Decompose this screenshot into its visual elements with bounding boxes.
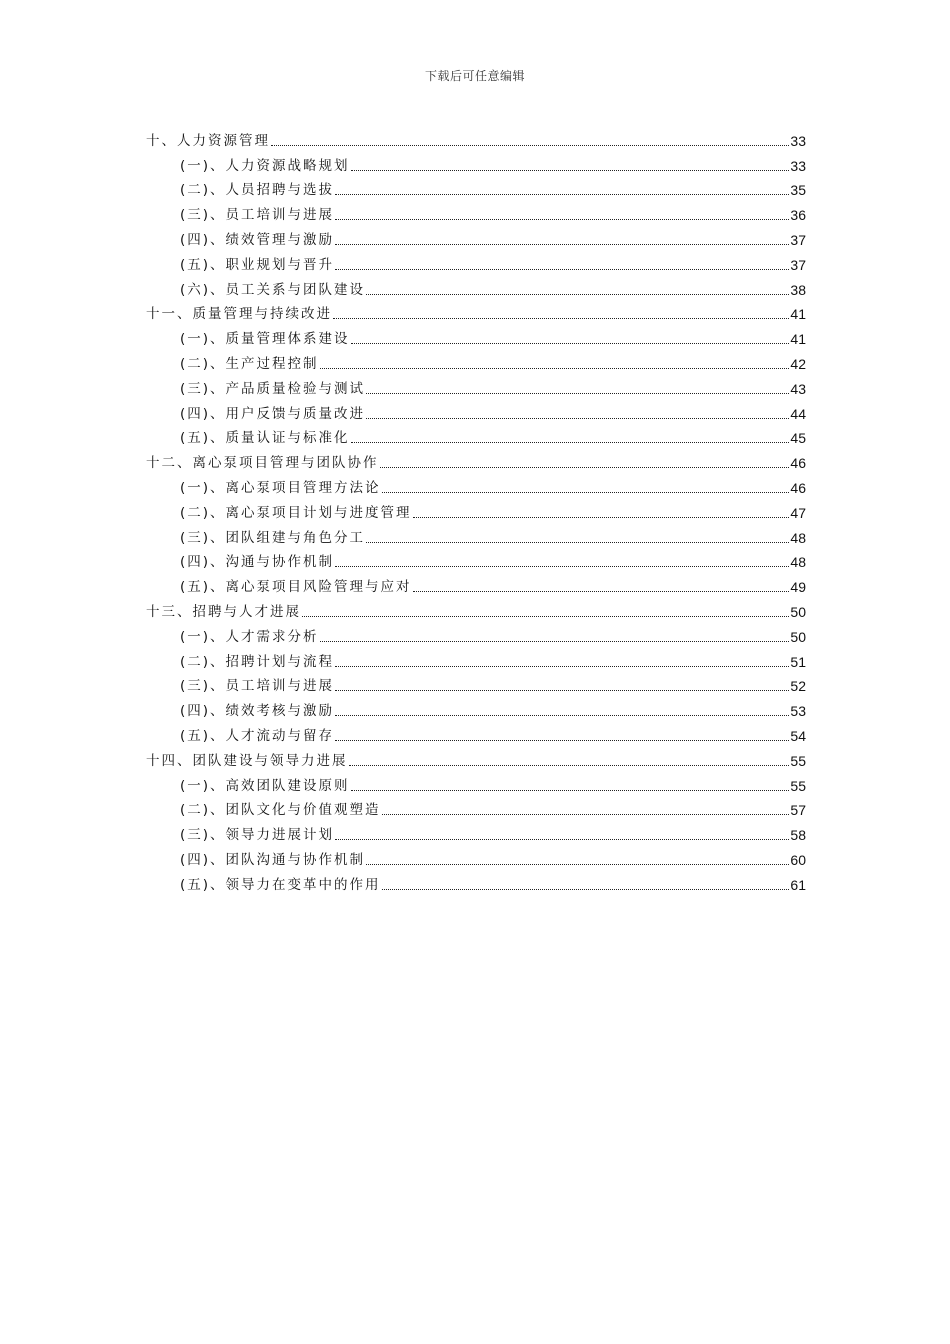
toc-entry-page-number: 37 <box>790 256 806 273</box>
toc-dot-leader <box>335 244 789 245</box>
toc-dot-leader <box>335 566 789 567</box>
toc-section-entry[interactable] <box>146 845 806 870</box>
toc-entry-title: (四)、沟通与协作机制 <box>180 554 335 571</box>
toc-dot-leader <box>366 864 789 865</box>
toc-entry-page-number: 42 <box>790 355 806 372</box>
toc-entry-page-number: 58 <box>790 827 806 844</box>
toc-entry-page-number: 53 <box>790 703 806 720</box>
toc-entry-page-number: 60 <box>790 851 806 868</box>
toc-entry-title: 十四、团队建设与领导力进展 <box>146 752 348 769</box>
toc-entry-page-number: 49 <box>790 579 806 596</box>
toc-entry-page-number: 41 <box>790 331 806 348</box>
toc-section-entry[interactable] <box>146 696 806 721</box>
toc-section-entry[interactable] <box>146 870 806 895</box>
toc-dot-leader <box>335 194 789 195</box>
toc-entry-page-number: 47 <box>790 504 806 521</box>
toc-dot-leader <box>349 765 790 766</box>
toc-entry-page-number: 37 <box>790 231 806 248</box>
toc-section-entry[interactable] <box>146 200 806 225</box>
toc-dot-leader <box>366 393 789 394</box>
toc-section-entry[interactable] <box>146 176 806 201</box>
toc-dot-leader <box>382 492 790 493</box>
toc-dot-leader <box>351 343 790 344</box>
toc-entry-title: (三)、领导力进展计划 <box>180 827 335 844</box>
toc-entry-page-number: 55 <box>790 777 806 794</box>
toc-entry-title: (五)、质量认证与标准化 <box>180 430 350 447</box>
toc-entry-title: (二)、团队文化与价值观塑造 <box>180 802 381 819</box>
toc-entry-title: (一)、高效团队建设原则 <box>180 777 350 794</box>
toc-entry-page-number: 46 <box>790 455 806 472</box>
toc-entry-title: 十一、质量管理与持续改进 <box>146 306 332 323</box>
toc-entry-title: (一)、人才需求分析 <box>180 628 319 645</box>
toc-dot-leader <box>335 666 789 667</box>
toc-chapter-entry[interactable] <box>146 746 806 771</box>
toc-entry-page-number: 45 <box>790 430 806 447</box>
toc-dot-leader <box>320 641 790 642</box>
toc-dot-leader <box>335 690 789 691</box>
toc-section-entry[interactable] <box>146 473 806 498</box>
toc-section-entry[interactable] <box>146 647 806 672</box>
toc-dot-leader <box>335 715 789 716</box>
toc-section-entry[interactable] <box>146 721 806 746</box>
toc-dot-leader <box>302 616 789 617</box>
toc-entry-title: (二)、生产过程控制 <box>180 355 319 372</box>
toc-dot-leader <box>335 219 789 220</box>
toc-entry-page-number: 57 <box>790 802 806 819</box>
toc-entry-page-number: 48 <box>790 554 806 571</box>
toc-entry-title: (四)、团队沟通与协作机制 <box>180 851 366 868</box>
toc-entry-title: (一)、离心泵项目管理方法论 <box>180 479 381 496</box>
toc-dot-leader <box>380 467 790 468</box>
toc-section-entry[interactable] <box>146 225 806 250</box>
toc-section-entry[interactable] <box>146 151 806 176</box>
toc-dot-leader <box>382 814 790 815</box>
toc-entry-page-number: 43 <box>790 380 806 397</box>
toc-section-entry[interactable] <box>146 424 806 449</box>
toc-entry-title: (四)、绩效考核与激励 <box>180 703 335 720</box>
toc-chapter-entry[interactable] <box>146 300 806 325</box>
toc-entry-page-number: 41 <box>790 306 806 323</box>
toc-entry-page-number: 38 <box>790 281 806 298</box>
toc-entry-title: (四)、绩效管理与激励 <box>180 231 335 248</box>
toc-entry-title: (一)、质量管理体系建设 <box>180 331 350 348</box>
toc-dot-leader <box>382 889 790 890</box>
toc-chapter-entry[interactable] <box>146 126 806 151</box>
toc-entry-title: (五)、领导力在变革中的作用 <box>180 876 381 893</box>
toc-section-entry[interactable] <box>146 374 806 399</box>
toc-entry-page-number: 44 <box>790 405 806 422</box>
toc-entry-title: (二)、招聘计划与流程 <box>180 653 335 670</box>
toc-entry-page-number: 46 <box>790 479 806 496</box>
toc-section-entry[interactable] <box>146 498 806 523</box>
toc-dot-leader <box>320 368 790 369</box>
toc-section-entry[interactable] <box>146 572 806 597</box>
toc-section-entry[interactable] <box>146 324 806 349</box>
toc-entry-title: 十、人力资源管理 <box>146 132 270 149</box>
toc-entry-title: 十二、离心泵项目管理与团队协作 <box>146 455 379 472</box>
toc-chapter-entry[interactable] <box>146 448 806 473</box>
toc-entry-title: (五)、离心泵项目风险管理与应对 <box>180 579 412 596</box>
toc-entry-title: 十三、招聘与人才进展 <box>146 603 301 620</box>
toc-entry-title: (一)、人力资源战略规划 <box>180 157 350 174</box>
toc-section-entry[interactable] <box>146 820 806 845</box>
toc-entry-title: (三)、产品质量检验与测试 <box>180 380 366 397</box>
toc-entry-title: (三)、员工培训与进展 <box>180 207 335 224</box>
toc-entry-title: (四)、用户反馈与质量改进 <box>180 405 366 422</box>
toc-entry-title: (五)、人才流动与留存 <box>180 727 335 744</box>
toc-dot-leader <box>335 740 789 741</box>
toc-entry-page-number: 54 <box>790 727 806 744</box>
toc-entry-page-number: 50 <box>790 628 806 645</box>
toc-entry-page-number: 33 <box>790 157 806 174</box>
toc-dot-leader <box>335 839 789 840</box>
toc-section-entry[interactable] <box>146 622 806 647</box>
toc-section-entry[interactable] <box>146 548 806 573</box>
toc-entry-title: (三)、员工培训与进展 <box>180 678 335 695</box>
toc-entry-title: (五)、职业规划与晋升 <box>180 256 335 273</box>
toc-entry-page-number: 51 <box>790 653 806 670</box>
toc-dot-leader <box>366 542 789 543</box>
toc-entry-title: (三)、团队组建与角色分工 <box>180 529 366 546</box>
toc-section-entry[interactable] <box>146 796 806 821</box>
toc-section-entry[interactable] <box>146 399 806 424</box>
toc-entry-page-number: 61 <box>790 876 806 893</box>
toc-section-entry[interactable] <box>146 250 806 275</box>
toc-entry-page-number: 35 <box>790 182 806 199</box>
toc-dot-leader <box>366 418 789 419</box>
toc-chapter-entry[interactable] <box>146 597 806 622</box>
toc-entry-page-number: 50 <box>790 603 806 620</box>
toc-dot-leader <box>351 170 790 171</box>
toc-dot-leader <box>351 790 790 791</box>
toc-dot-leader <box>271 145 789 146</box>
table-of-contents <box>146 126 806 895</box>
toc-dot-leader <box>413 591 790 592</box>
toc-entry-page-number: 33 <box>790 132 806 149</box>
toc-dot-leader <box>335 269 789 270</box>
toc-entry-title: (六)、员工关系与团队建设 <box>180 281 366 298</box>
toc-section-entry[interactable] <box>146 771 806 796</box>
toc-dot-leader <box>351 442 790 443</box>
toc-section-entry[interactable] <box>146 275 806 300</box>
toc-dot-leader <box>333 318 789 319</box>
toc-entry-page-number: 48 <box>790 529 806 546</box>
toc-entry-page-number: 55 <box>790 752 806 769</box>
toc-entry-page-number: 52 <box>790 678 806 695</box>
toc-section-entry[interactable] <box>146 672 806 697</box>
toc-entry-title: (二)、离心泵项目计划与进度管理 <box>180 504 412 521</box>
page-header: 下载后可任意编辑 <box>424 69 525 83</box>
toc-section-entry[interactable] <box>146 523 806 548</box>
toc-entry-page-number: 36 <box>790 207 806 224</box>
toc-entry-title: (二)、人员招聘与选拔 <box>180 182 335 199</box>
toc-dot-leader <box>413 517 790 518</box>
toc-dot-leader <box>366 294 789 295</box>
toc-section-entry[interactable] <box>146 349 806 374</box>
